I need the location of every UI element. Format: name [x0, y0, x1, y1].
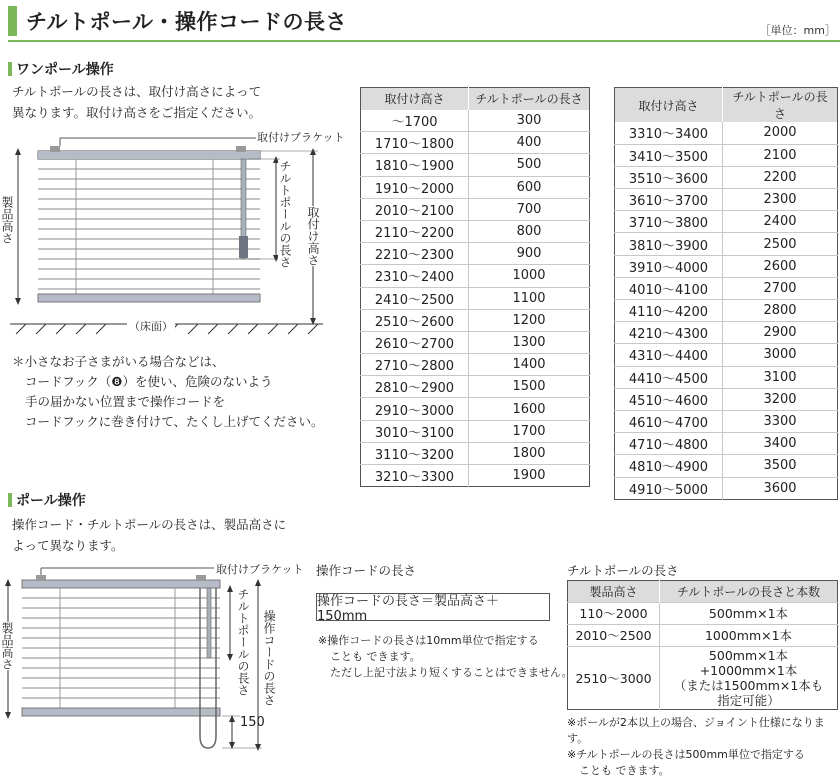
cell-value: 400 [469, 132, 590, 154]
table-row [615, 211, 838, 233]
mount-height-table-1 [360, 87, 590, 487]
cell-range: 110～2000 [568, 603, 660, 625]
cell-range: 4010～4100 [615, 277, 723, 299]
unit-label: ［単位：mm］ [759, 24, 836, 37]
cell-value: 1300 [469, 331, 590, 353]
cell-range: 2410～2500 [361, 287, 469, 309]
intro-line: 異なります。取付け高さをご指定ください。 [12, 105, 262, 120]
cell-range: 3910～4000 [615, 255, 723, 277]
product-height-label: 製品高さ [0, 196, 14, 244]
cell-range: ～1700 [391, 114, 438, 130]
table-row [361, 376, 590, 398]
mount-height-label: 取付け高さ [306, 206, 320, 266]
cell-line: 500mm×1本 [708, 648, 789, 663]
intro-line: チルトポールの長さは、取付け高さによって [12, 84, 262, 99]
cell-value: 3500 [723, 455, 838, 477]
table-row [361, 110, 590, 132]
cell-range: 4610～4700 [615, 410, 723, 432]
table-row [615, 388, 838, 410]
cell-value: 3100 [723, 366, 838, 388]
cell-value: 1400 [469, 354, 590, 376]
title-accent [8, 6, 17, 36]
cell-value: 300 [469, 110, 590, 132]
table-row [615, 300, 838, 322]
caution-line: コードフックに巻き付けて、たくし上げてください。 [25, 414, 324, 429]
cell-range: 3110～3200 [361, 442, 469, 464]
cell-value: 2600 [723, 255, 838, 277]
cell-range: 2010～2500 [568, 625, 660, 647]
cell-range: 4510～4600 [615, 388, 723, 410]
cell-value: 500mm×1本 [660, 603, 838, 625]
cell-range: 4910～5000 [615, 477, 723, 499]
table-row [361, 243, 590, 265]
cell-range: 3510～3600 [615, 166, 723, 188]
cell-value: 1600 [469, 398, 590, 420]
col-header: チルトポールの長さ [723, 88, 838, 123]
cell-value: 2100 [723, 144, 838, 166]
table-row [615, 477, 838, 499]
one-pole-intro [12, 81, 261, 123]
cell-value: 2300 [723, 189, 838, 211]
cell-range: 1910～2000 [361, 176, 469, 198]
cell-range: 4810～4900 [615, 455, 723, 477]
floor-label: （床面） [129, 320, 173, 333]
cell-range: 4710～4800 [615, 433, 723, 455]
table-row [361, 176, 590, 198]
cell-value: 2800 [723, 300, 838, 322]
page-title: チルトポール・操作コードの長さ [26, 10, 348, 34]
tilt-pole-length-label-2: チルトポールの長さ [236, 588, 250, 696]
product-height-label-2: 製品高さ [0, 622, 14, 670]
table-row [615, 410, 838, 432]
cell-range: 3610～3700 [615, 189, 723, 211]
cell-value: 3600 [723, 477, 838, 499]
table-row [361, 331, 590, 353]
table-row [361, 465, 590, 487]
note-line: ことも できます。 [330, 650, 421, 663]
cell-value: 2700 [723, 277, 838, 299]
cell-range: 4210～4300 [615, 322, 723, 344]
pole-diagram [0, 556, 300, 780]
cell-range: 3810～3900 [615, 233, 723, 255]
cell-range: 3310～3400 [628, 127, 709, 143]
cell-line: +1000mm×1本 [699, 663, 798, 678]
table-row [361, 265, 590, 287]
cell-value: 600 [469, 176, 590, 198]
cell-value: 1800 [469, 442, 590, 464]
table-row [615, 233, 838, 255]
section-heading-pole: ポール操作 [8, 490, 86, 510]
cord-length-heading: 操作コードの長さ [316, 563, 417, 578]
cell-value: 2900 [723, 322, 838, 344]
table-row [361, 132, 590, 154]
table-row [615, 366, 838, 388]
caution-line: ＊小さなお子さまがいる場合などは、 [12, 354, 225, 369]
cord-formula: 操作コードの長さ＝製品高さ＋150mm [317, 594, 500, 624]
caution-text [12, 352, 324, 432]
section-heading-one-pole: ワンポール操作 [8, 59, 114, 79]
page-header [0, 0, 840, 40]
cell-range: 3210～3300 [361, 465, 469, 487]
table-row [361, 354, 590, 376]
cell-range: 3710～3800 [615, 211, 723, 233]
cell-range: 4110～4200 [615, 300, 723, 322]
cell-range: 2510～3000 [568, 647, 660, 710]
cell-value: 1900 [469, 465, 590, 487]
col-header: 製品高さ [568, 581, 660, 603]
cord-notes [318, 633, 573, 681]
cell-range: 2810～2900 [361, 376, 469, 398]
note-line: ことも できます。 [579, 764, 670, 777]
cell-value: 3200 [723, 388, 838, 410]
table-row [361, 420, 590, 442]
table-row [615, 189, 838, 211]
table-row [615, 255, 838, 277]
cell-value [660, 647, 838, 710]
cell-line: （または1500mm×1本も [673, 678, 824, 693]
cell-value: 1500 [469, 376, 590, 398]
table-row [568, 647, 838, 710]
table-row [615, 166, 838, 188]
caution-line: コードフック（❽）を使い、危険のないよう [25, 374, 273, 389]
table-row [615, 277, 838, 299]
cell-range: 4410～4500 [615, 366, 723, 388]
table-row [361, 198, 590, 220]
dimension-150: 150 [240, 715, 265, 730]
col-header: 取付け高さ [615, 88, 723, 123]
cell-range: 2610～2700 [361, 331, 469, 353]
table-row [615, 433, 838, 455]
table-row [361, 309, 590, 331]
header-rule [8, 40, 840, 42]
cell-range: 2910～3000 [361, 398, 469, 420]
table-row [361, 220, 590, 242]
table-row [361, 398, 590, 420]
col-header: チルトポールの長さと本数 [660, 581, 838, 603]
cell-value: 700 [469, 198, 590, 220]
table-row [615, 455, 838, 477]
table-row [568, 625, 838, 647]
note-line: ただし上記寸法より短くすることはできません。 [330, 666, 573, 679]
intro-line: 操作コード・チルトポールの長さは、製品高さに [12, 517, 287, 532]
cell-value: 1700 [469, 420, 590, 442]
tilt-pole-heading: チルトポールの長さ [567, 563, 679, 578]
col-header: 取付け高さ [361, 88, 469, 110]
table-row [361, 154, 590, 176]
cell-value: 2200 [723, 166, 838, 188]
mount-height-table-2 [614, 87, 838, 500]
caution-line: 手の届かない位置まで操作コードを [25, 394, 226, 409]
cord-length-label: 操作コードの長さ [262, 610, 276, 706]
cell-range: 3410～3500 [615, 144, 723, 166]
cell-range: 2210～2300 [361, 243, 469, 265]
table-row [615, 144, 838, 166]
bracket-label: 取付けブラケット [257, 131, 345, 144]
cell-value: 1000 [469, 265, 590, 287]
table-row [615, 322, 838, 344]
table-row [615, 344, 838, 366]
cell-value: 3400 [723, 433, 838, 455]
cell-value: 3000 [723, 344, 838, 366]
tilt-pole-length-label: チルトポールの長さ [278, 160, 292, 268]
tilt-pole-table [567, 580, 838, 710]
cell-range: 4310～4400 [615, 344, 723, 366]
cell-range: 1810～1900 [361, 154, 469, 176]
table-row [361, 442, 590, 464]
cell-range: 1710～1800 [361, 132, 469, 154]
cell-value: 800 [469, 220, 590, 242]
cord-formula-box [316, 593, 550, 624]
bracket-label-2: 取付けブラケット [216, 563, 304, 576]
cell-range: 2310～2400 [361, 265, 469, 287]
note-line: ※ポールが2本以上の場合、ジョイント仕様になります。 [567, 716, 825, 745]
cell-value: 2000 [723, 122, 838, 144]
cell-value: 2500 [723, 233, 838, 255]
cell-range: 2010～2100 [361, 198, 469, 220]
cell-value: 1100 [469, 287, 590, 309]
pole-intro [12, 514, 286, 556]
cell-value: 900 [469, 243, 590, 265]
table-row [361, 287, 590, 309]
table-row [615, 122, 838, 144]
cell-range: 2510～2600 [361, 309, 469, 331]
cell-range: 2110～2200 [361, 220, 469, 242]
tilt-notes [567, 715, 840, 779]
note-line: ※操作コードの長さは10mm単位で指定する [318, 634, 539, 647]
cell-line: 指定可能） [717, 693, 780, 708]
cell-value: 1200 [469, 309, 590, 331]
cell-value: 2400 [723, 211, 838, 233]
intro-line: よって異なります。 [12, 538, 124, 553]
cell-value: 1000mm×1本 [660, 625, 838, 647]
cell-value: 500 [469, 154, 590, 176]
cell-range: 3010～3100 [361, 420, 469, 442]
note-line: ※チルトポールの長さは500mm単位で指定する [567, 748, 805, 761]
table-row [568, 603, 838, 625]
cell-value: 3300 [723, 410, 838, 432]
col-header: チルトポールの長さ [469, 88, 590, 110]
cell-range: 2710～2800 [361, 354, 469, 376]
